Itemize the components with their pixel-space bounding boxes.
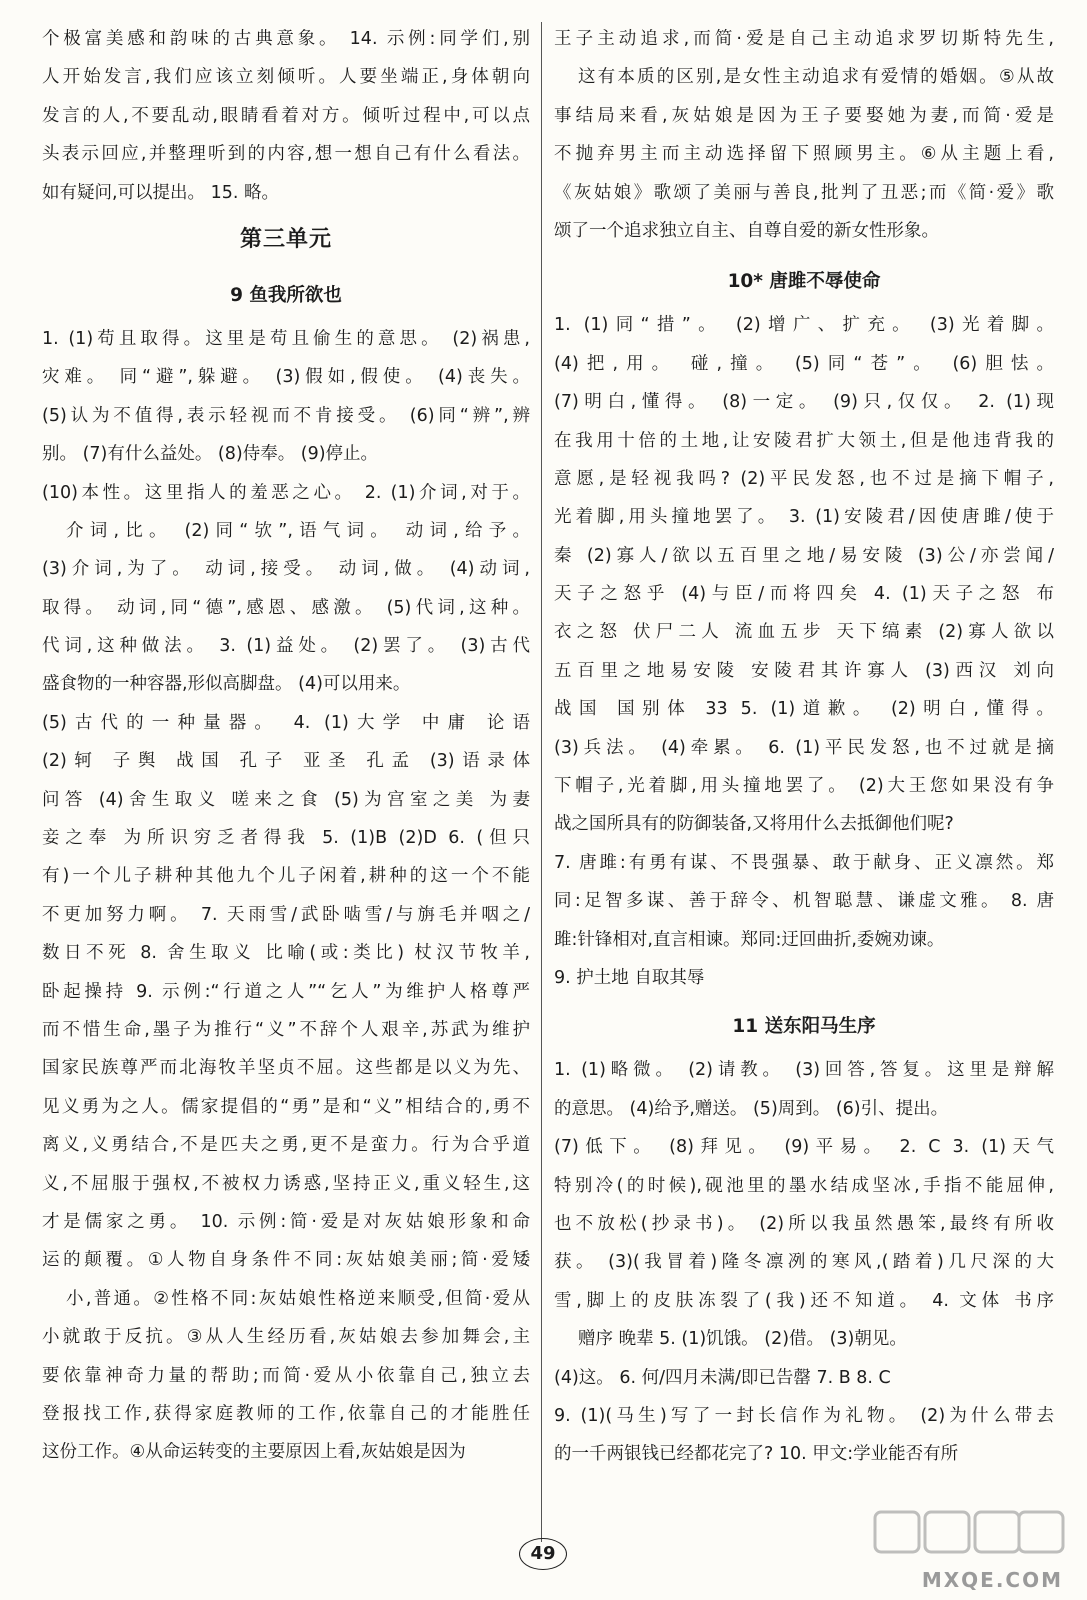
text-line: 颂了一个追求独立自主、自尊自爱的新女性形象。: [554, 220, 939, 241]
text-line: 而不惜生命,墨子为推行“义”不辞个人艰辛,苏武为维护: [42, 1019, 530, 1040]
section-9-answers: [42, 320, 530, 1472]
section-title-9: 9 鱼我所欲也: [230, 284, 342, 306]
text-line: 小就敢于反抗。③从人生经历看,灰姑娘去参加舞会,主: [42, 1327, 530, 1348]
text-line: 衣之怒 伏尸二人 流血五步 天下缟素 (2)寡人欲以: [554, 622, 1054, 643]
text-line: 个极富美感和韵味的古典意象。 14. 示例:同学们,别: [42, 29, 530, 49]
text-line: (3)介词,为了。 动词,接受。 动词,做。 (4)动词,: [42, 559, 530, 580]
text-line: 五百里之地易安陵 安陵君其许寡人 (3)西汉 刘向: [554, 660, 1054, 681]
text-line: 妾之奉 为所识穷乏者得我 5. (1)B (2)D 6. (但只: [42, 828, 530, 849]
text-line: 问答 (4)舍生取义 嗟来之食 (5)为宫室之美 为妻: [42, 789, 530, 810]
text-line: 1. (1)同“措”。 (2)增广、扩充。 (3)光着脚。: [554, 315, 1054, 336]
text-line: 事结局来看,灰姑娘是因为王子要娶她为妻,而简·爱是: [554, 105, 1054, 126]
right-column: [554, 20, 1054, 1474]
text-line: 数日不死 8. 舍生取义 比喻(或:类比) 杖汉节牧羊,: [42, 943, 530, 964]
column-divider: [541, 22, 542, 1542]
text-line: 要依靠神奇力量的帮助;而简·爱从小依靠自己,独立去: [42, 1365, 530, 1386]
section-title-10: 10* 唐雎不辱使命: [727, 271, 881, 293]
text-line: 如有疑问,可以提出。 15. 略。: [42, 182, 280, 203]
text-line: 战国 国别体 33 5. (1)道歉。 (2)明白,懂得。: [554, 699, 1054, 720]
text-line: 的意思。 (4)给予,赠送。 (5)周到。 (6)引、提出。: [554, 1098, 949, 1119]
right-intro-block: [554, 20, 1054, 250]
text-line: 取得。 动词,同“德”,感恩、感激。 (5)代词,这种。: [42, 597, 530, 618]
text-line: 战之国所具有的防御装备,又将用什么去抵御他们呢?: [554, 814, 954, 835]
text-line: 王子主动追求,而简·爱是自己主动追求罗切斯特先生,: [554, 29, 1054, 49]
text-line: 国家民族尊严而北海牧羊坚贞不屈。这些都是以义为先、: [42, 1058, 530, 1079]
text-line: 这份工作。④从命运转变的主要原因上看,灰姑娘是因为: [42, 1442, 466, 1463]
text-line: (7)低下。 (8)拜见。 (9)平易。 2. C 3. (1)天气: [554, 1137, 1054, 1158]
text-line: (5)古代的一种量器。 4. (1)大学 中庸 论语: [42, 712, 530, 733]
text-line: 意愿,是轻视我吗? (2)平民发怒,也不过是摘下帽子,: [554, 468, 1054, 489]
text-line: 光着脚,用头撞地罢了。 3. (1)安陵君/因使唐雎/使于: [554, 507, 1054, 528]
text-line: 不抛弃男主而主动选择留下照顾男主。⑥从主题上看,: [554, 144, 1054, 165]
text-line: 才是儒家之勇。 10. 示例:简·爱是对灰姑娘形象和命: [42, 1211, 530, 1232]
text-line: (5)认为不值得,表示轻视而不肯接受。 (6)同“辨”,辨: [42, 405, 530, 426]
text-line: 1. (1)略微。 (2)请教。 (3)回答,答复。这里是辩解: [554, 1060, 1054, 1081]
section-11-answers: [554, 1051, 1054, 1473]
unit-title: 第三单元: [239, 226, 332, 252]
text-line: 9. 护土地 自取其辱: [554, 967, 705, 988]
text-line: 代词,这种做法。 3. (1)益处。 (2)罢了。 (3)古代: [42, 636, 530, 657]
text-line: 同:足智多谋、善于辞令、机智聪慧、谦虚文雅。 8. 唐: [554, 891, 1054, 912]
text-line: (2)轲 子舆 战国 孔子 亚圣 孔孟 (3)语录体: [42, 751, 530, 772]
text-line: 赠序 晚辈 5. (1)饥饿。 (2)借。 (3)朝见。: [578, 1329, 907, 1350]
text-line: 下帽子,光着脚,用头撞地罢了。 (2)大王您如果没有争: [554, 776, 1054, 797]
text-line: (4)这。 6. 何/四月未满/即已告罄 7. B 8. C: [554, 1367, 891, 1388]
text-line: 1. (1)苟且取得。这里是苟且偷生的意思。 (2)祸患,: [42, 328, 530, 349]
text-line: 的一千两银钱已经都花完了? 10. 甲文:学业能否有所: [554, 1444, 959, 1465]
left-intro-block: [42, 20, 530, 212]
text-line: 雪,脚上的皮肤冻裂了(我)还不知道。 4. 文体 书序: [554, 1290, 1054, 1311]
text-line: 9. (1)(马生)写了一封长信作为礼物。 (2)为什么带去: [554, 1405, 1054, 1426]
text-line: 发言的人,不要乱动,眼睛看着对方。倾听过程中,可以点: [42, 105, 530, 126]
text-line: 离义,义勇结合,不是匹夫之勇,更不是蛮力。行为合乎道: [42, 1135, 530, 1156]
text-line: 灾难。 同“避”,躲避。 (3)假如,假使。 (4)丧失。: [42, 367, 530, 388]
text-line: 不更加努力啊。 7. 天雨雪/武卧啮雪/与旃毛并咽之/: [42, 904, 530, 925]
text-line: (3)兵法。 (4)牵累。 6. (1)平民发怒,也不过就是摘: [554, 737, 1054, 758]
text-line: 人开始发言,我们应该立刻倾听。人要坐端正,身体朝向: [42, 67, 530, 88]
text-line: 卧起操持 9. 示例:“行道之人”“乞人”为维护人格尊严: [42, 981, 530, 1002]
text-line: 特别冷(的时候),砚池里的墨水结成坚冰,手指不能屈伸,: [554, 1175, 1054, 1196]
text-line: 登报找工作,获得家庭教师的工作,依靠自己的才能胜任: [42, 1403, 530, 1424]
text-line: (7)明白,懂得。 (8)一定。 (9)只,仅仅。 2. (1)现: [554, 392, 1054, 413]
text-line: 介词,比。 (2)同“欤”,语气词。 动词,给予。: [66, 520, 530, 541]
text-line: 雎:针锋相对,直言相谏。郑同:迂回曲折,委婉劝谏。: [554, 929, 945, 950]
text-line: 头表示回应,并整理听到的内容,想一想自己有什么看法。: [42, 144, 530, 165]
text-line: 秦 (2)寡人/欲以五百里之地/易安陵 (3)公/亦尝闻/: [554, 545, 1054, 566]
section-title-11: 11 送东阳马生序: [732, 1016, 876, 1038]
text-line: 也不放松(抄录书)。 (2)所以我虽然愚笨,最终有所收: [554, 1213, 1054, 1234]
text-line: 小,普通。②性格不同:灰姑娘性格逆来顺受,但简·爱从: [66, 1288, 530, 1309]
page-number: 49: [519, 1538, 567, 1570]
text-line: 7. 唐雎:有勇有谋、不畏强暴、敢于献身、正义凛然。郑: [554, 852, 1054, 873]
text-line: 天子之怒乎 (4)与臣/而将四矣 4. (1)天子之怒 布: [554, 584, 1054, 605]
text-line: (4)把,用。 碰,撞。 (5)同“苍”。 (6)胆怯。: [554, 353, 1054, 374]
watermark-text: MXQE.COM: [921, 1568, 1063, 1592]
text-line: 义,不屈服于强权,不被权力诱惑,坚持正义,重义轻生,这: [42, 1173, 530, 1194]
text-line: 见义勇为之人。儒家提倡的“勇”是和“义”相结合的,勇不: [42, 1096, 530, 1117]
text-line: 获。 (3)(我冒着)隆冬凛冽的寒风,(踏着)几尺深的大: [554, 1252, 1054, 1273]
text-line: 在我用十倍的土地,让安陵君扩大领土,但是他违背我的: [554, 430, 1054, 451]
text-line: (10)本性。这里指人的羞恶之心。 2. (1)介词,对于。: [42, 482, 530, 503]
text-line: 有)一个儿子耕种其他九个儿子闲着,耕种的这一个不能: [42, 866, 530, 887]
text-line: 盛食物的一种容器,形似高脚盘。 (4)可以用来。: [42, 674, 411, 695]
section-10-answers: [554, 306, 1054, 997]
text-line: 运的颠覆。①人物自身条件不同:灰姑娘美丽;简·爱矮: [42, 1250, 530, 1271]
text-line: 《灰姑娘》歌颂了美丽与善良,批判了丑恶;而《简·爱》歌: [554, 182, 1054, 203]
left-column: [42, 20, 530, 1472]
text-line: 这有本质的区别,是女性主动追求有爱情的婚姻。⑤从故: [578, 67, 1054, 88]
text-line: 别。 (7)有什么益处。 (8)侍奉。 (9)停止。: [42, 444, 379, 465]
